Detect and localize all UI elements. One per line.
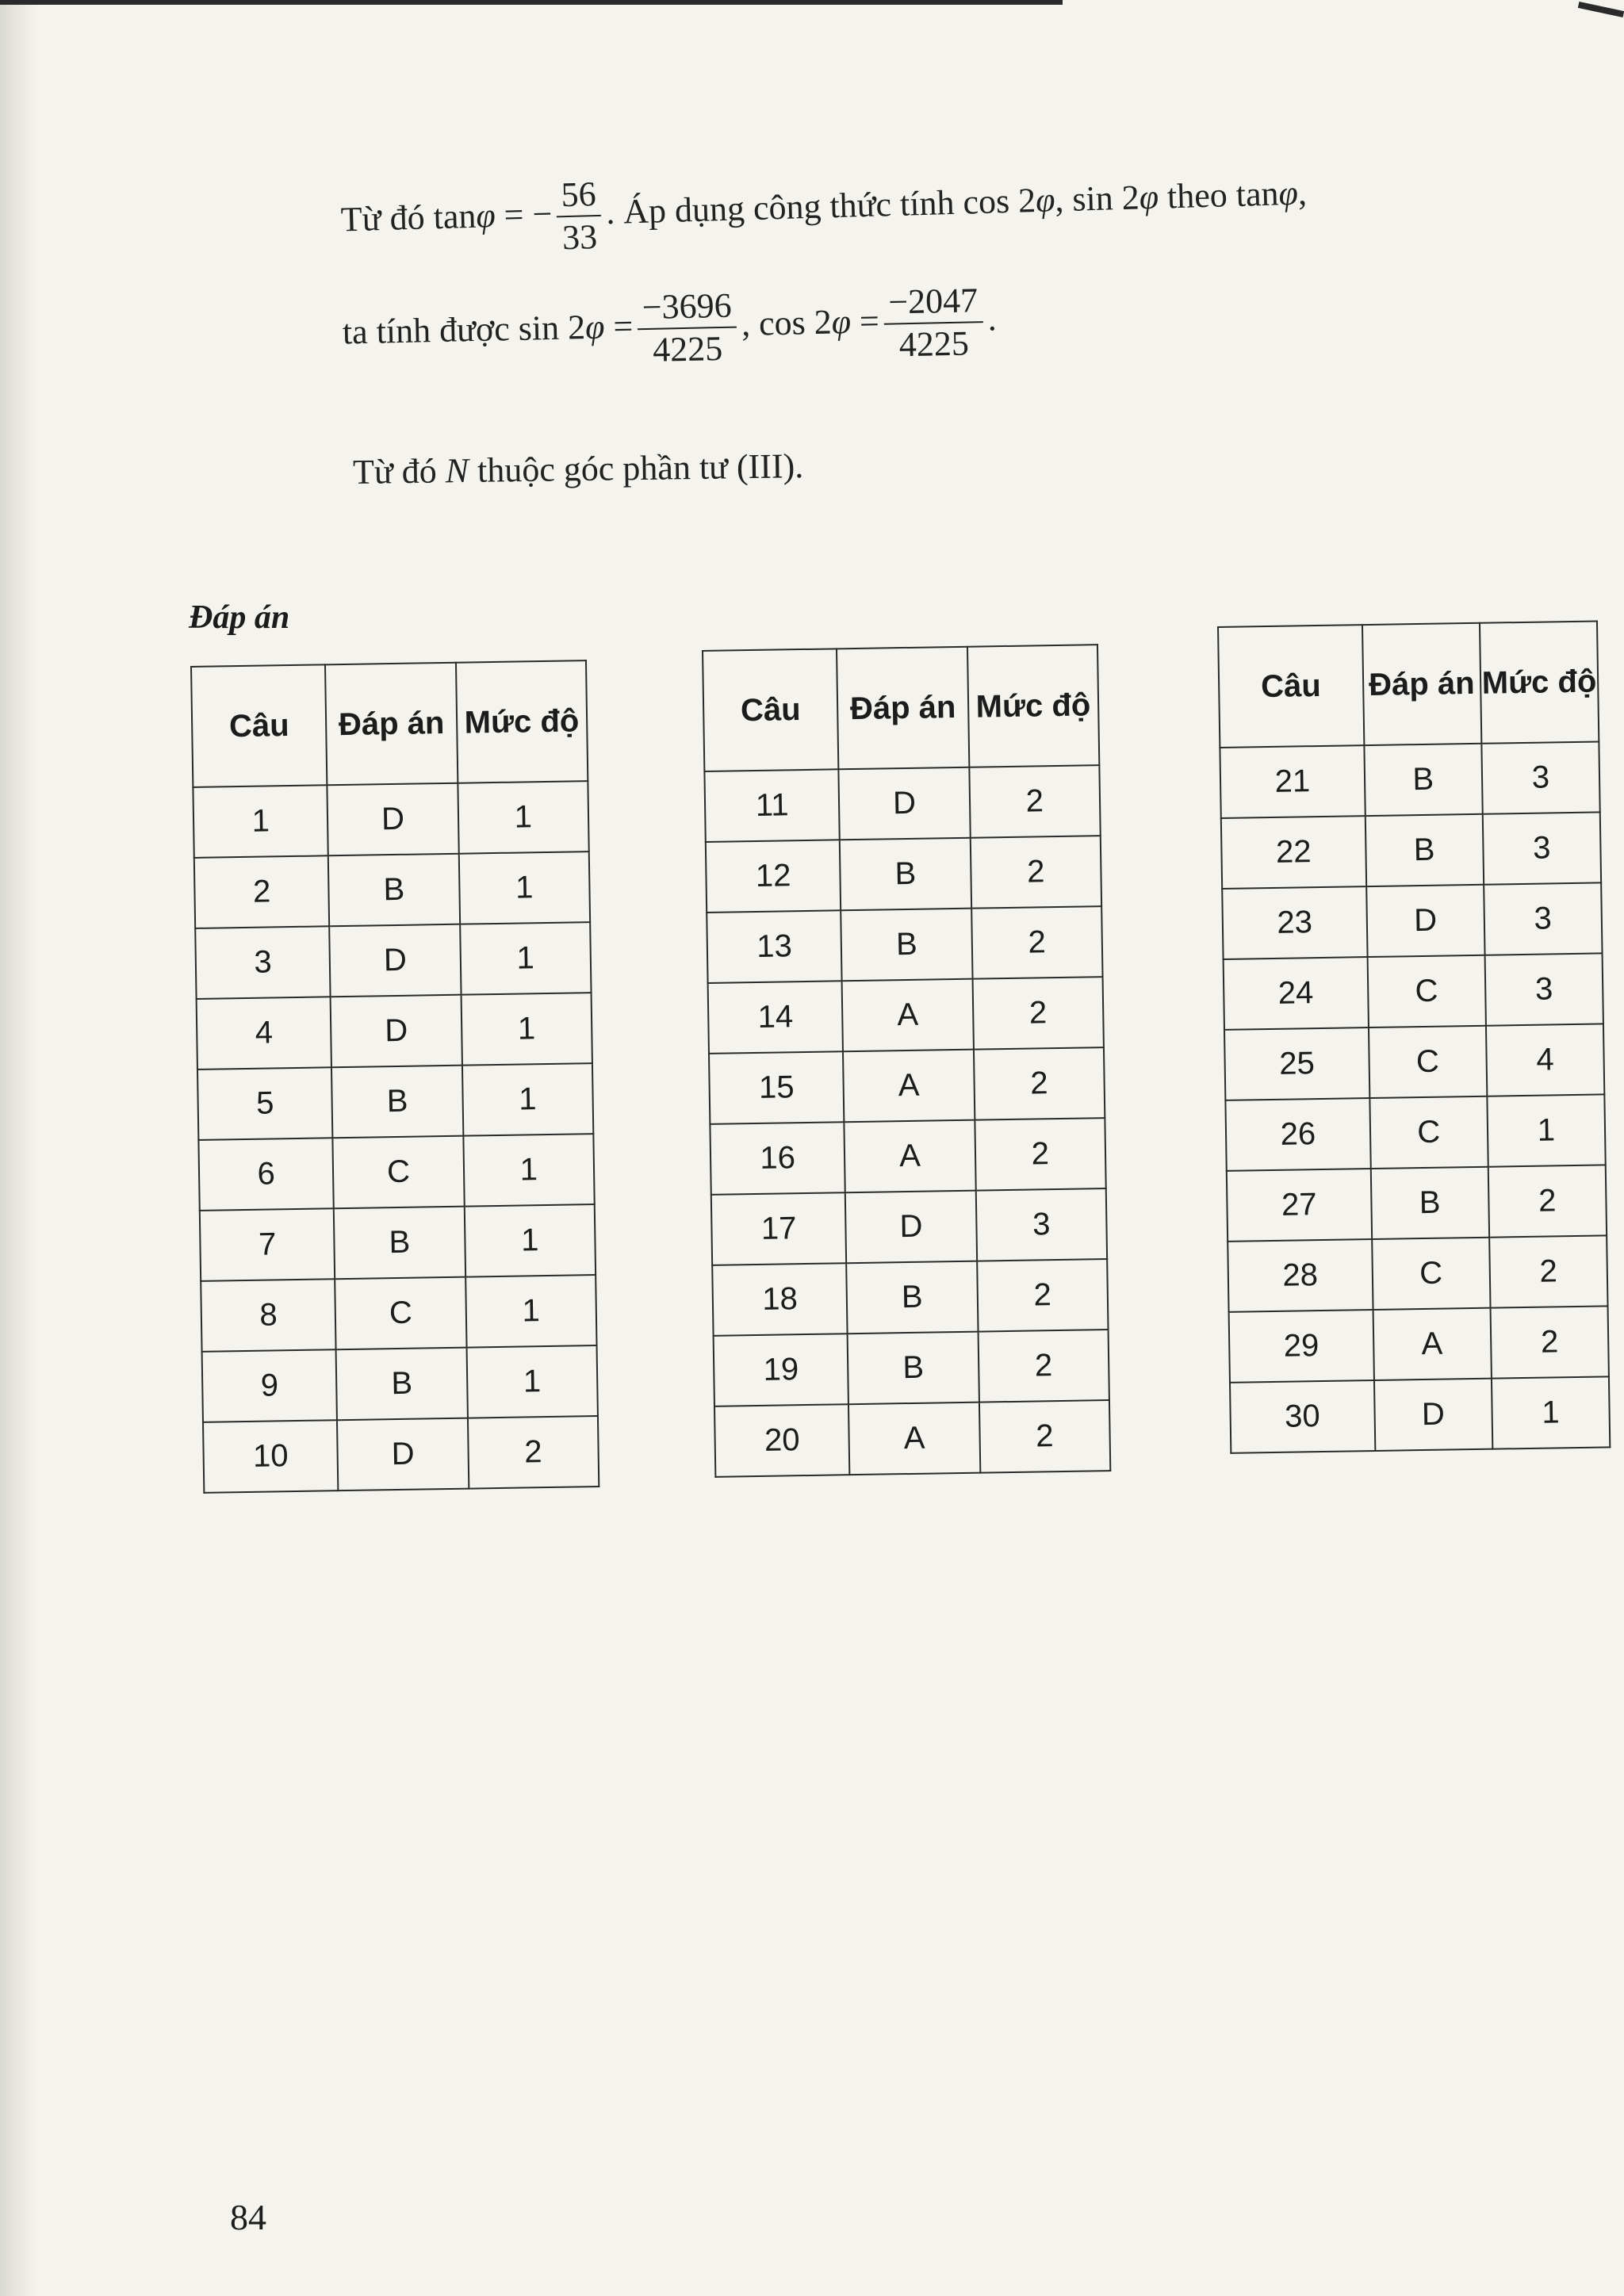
table-row bbox=[201, 1275, 596, 1352]
table-row bbox=[714, 1400, 1110, 1477]
cell-level: 1 bbox=[466, 1345, 598, 1418]
cell-question: 28 bbox=[1228, 1239, 1373, 1312]
cell-level: 3 bbox=[1483, 812, 1602, 884]
fraction-numerator: 56 bbox=[556, 175, 601, 218]
cell-answer: D bbox=[839, 767, 971, 840]
cell-level: 2 bbox=[979, 1400, 1111, 1473]
line3-prefix: Từ đó bbox=[352, 451, 438, 492]
header-question: Câu bbox=[191, 664, 327, 787]
cell-question: 4 bbox=[197, 997, 332, 1070]
table-header-row bbox=[191, 660, 588, 787]
header-answer: Đáp án bbox=[837, 647, 969, 770]
line1-tan: tan bbox=[432, 196, 477, 237]
table-row bbox=[1225, 1094, 1605, 1170]
table-row bbox=[197, 993, 592, 1070]
cell-level: 1 bbox=[462, 1063, 594, 1136]
header-answer: Đáp án bbox=[325, 663, 458, 786]
cell-level: 2 bbox=[978, 1330, 1109, 1402]
cell-question: 2 bbox=[194, 855, 330, 928]
fraction-sin bbox=[637, 287, 737, 370]
table-row bbox=[198, 1134, 594, 1211]
fraction-numerator: −2047 bbox=[883, 281, 983, 325]
table-row bbox=[197, 1063, 593, 1140]
fraction-denominator: 4225 bbox=[652, 329, 723, 370]
fraction-cos bbox=[883, 281, 984, 365]
cell-question: 24 bbox=[1224, 957, 1369, 1030]
line2-phi-2: φ bbox=[831, 302, 852, 342]
line1-cos: cos 2 bbox=[962, 181, 1036, 222]
cell-question: 23 bbox=[1222, 886, 1367, 959]
cell-question: 3 bbox=[195, 926, 331, 999]
solution-line-1 bbox=[340, 155, 1308, 264]
fraction-denominator: 4225 bbox=[898, 323, 970, 365]
cell-answer: B bbox=[334, 1207, 465, 1280]
cell-level: 2 bbox=[975, 1118, 1106, 1191]
cell-answer: B bbox=[841, 909, 972, 982]
cell-question: 13 bbox=[707, 910, 842, 983]
cell-answer: C bbox=[1367, 955, 1486, 1027]
table-row bbox=[195, 922, 591, 999]
cell-answer: D bbox=[1374, 1379, 1493, 1451]
fraction-numerator: −3696 bbox=[637, 287, 737, 331]
cell-question: 27 bbox=[1227, 1169, 1372, 1242]
cell-question: 12 bbox=[706, 840, 841, 913]
table-row bbox=[194, 851, 590, 928]
cell-level: 1 bbox=[458, 781, 589, 854]
cell-level: 1 bbox=[461, 993, 592, 1066]
header-question: Câu bbox=[703, 649, 839, 771]
answer-table-1 bbox=[190, 660, 599, 1494]
table-row bbox=[1227, 1165, 1607, 1241]
line1-phi: φ bbox=[475, 196, 496, 235]
answer-table-2 bbox=[702, 644, 1111, 1478]
cell-answer: B bbox=[840, 838, 971, 911]
cell-level: 2 bbox=[971, 906, 1103, 979]
cell-answer: B bbox=[336, 1348, 468, 1421]
cell-question: 18 bbox=[712, 1263, 848, 1336]
table-row bbox=[709, 1047, 1105, 1124]
line3-rest: thuộc góc phần tư (III). bbox=[477, 446, 804, 490]
table-row bbox=[707, 906, 1102, 983]
cell-answer: A bbox=[1373, 1308, 1492, 1380]
answers-title: Đáp án bbox=[189, 599, 290, 636]
table-row bbox=[203, 1416, 599, 1493]
table-row bbox=[193, 781, 588, 858]
cell-level: 2 bbox=[974, 1047, 1105, 1120]
cell-question: 14 bbox=[708, 981, 844, 1054]
table-row bbox=[714, 1330, 1109, 1406]
line1-theo: theo bbox=[1166, 175, 1228, 216]
cell-question: 9 bbox=[202, 1349, 338, 1422]
table-row bbox=[708, 977, 1104, 1054]
cell-answer: D bbox=[331, 995, 462, 1068]
cell-answer: D bbox=[1366, 885, 1485, 957]
line3-point: N bbox=[445, 450, 469, 491]
table-row bbox=[712, 1259, 1108, 1336]
cell-level: 1 bbox=[1492, 1376, 1611, 1448]
cell-answer: D bbox=[337, 1418, 469, 1491]
cell-answer: B bbox=[1365, 814, 1484, 886]
cell-level: 3 bbox=[1481, 741, 1600, 813]
table-row bbox=[1224, 953, 1603, 1029]
line1-phi-4: φ bbox=[1277, 173, 1299, 213]
line2-sin: sin 2 bbox=[518, 308, 586, 348]
cell-answer: A bbox=[845, 1120, 976, 1193]
cell-answer: B bbox=[331, 1066, 463, 1138]
cell-answer: D bbox=[329, 924, 461, 997]
table-row bbox=[1229, 1306, 1609, 1382]
cell-level: 1 bbox=[463, 1134, 595, 1207]
cell-answer: D bbox=[845, 1191, 977, 1264]
fraction-tan bbox=[556, 175, 603, 258]
cell-answer: A bbox=[848, 1402, 980, 1475]
solution-line-2 bbox=[342, 281, 998, 377]
cell-level: 2 bbox=[1490, 1306, 1609, 1378]
cell-question: 29 bbox=[1229, 1310, 1374, 1383]
table-row bbox=[1224, 1024, 1604, 1100]
cell-level: 1 bbox=[460, 922, 592, 995]
header-question: Câu bbox=[1218, 625, 1364, 748]
table-row bbox=[710, 1118, 1105, 1195]
cell-answer: C bbox=[335, 1277, 466, 1350]
table-row bbox=[711, 1188, 1107, 1265]
table-header-row bbox=[1218, 621, 1599, 747]
cell-question: 8 bbox=[201, 1279, 336, 1352]
cell-answer: B bbox=[848, 1332, 979, 1405]
cell-question: 22 bbox=[1221, 816, 1366, 889]
cell-question: 7 bbox=[200, 1208, 335, 1281]
table-row bbox=[704, 765, 1100, 842]
page-edge-shadow bbox=[0, 0, 40, 2296]
header-answer: Đáp án bbox=[1362, 623, 1482, 745]
cell-level: 2 bbox=[977, 1259, 1109, 1332]
line1-phi-2: φ bbox=[1035, 180, 1056, 220]
cell-question: 25 bbox=[1224, 1027, 1369, 1100]
cell-question: 19 bbox=[714, 1334, 849, 1406]
cell-level: 1 bbox=[458, 851, 590, 924]
cell-level: 2 bbox=[1489, 1235, 1608, 1307]
line2-end: . bbox=[987, 299, 998, 339]
cell-answer: C bbox=[1369, 1026, 1488, 1098]
cell-answer: C bbox=[1372, 1238, 1491, 1310]
line1-tan-2: tan bbox=[1235, 174, 1280, 214]
table-row bbox=[1220, 741, 1599, 817]
header-level: Mức độ bbox=[967, 645, 1100, 767]
page-number: 84 bbox=[230, 2197, 266, 2237]
answer-table-3 bbox=[1217, 620, 1611, 1453]
table-row bbox=[200, 1204, 596, 1281]
cell-level: 1 bbox=[1487, 1094, 1606, 1166]
cell-level: 1 bbox=[465, 1275, 597, 1348]
cell-level: 4 bbox=[1486, 1024, 1605, 1096]
table-row bbox=[1222, 882, 1602, 959]
line1-mid: . Áp dụng công thức tính bbox=[605, 182, 956, 232]
cell-question: 11 bbox=[704, 769, 840, 842]
cell-answer: B bbox=[846, 1261, 978, 1334]
cell-level: 2 bbox=[1488, 1165, 1607, 1237]
cell-level: 2 bbox=[969, 765, 1101, 838]
cell-answer: C bbox=[333, 1136, 465, 1209]
cell-answer: B bbox=[1364, 744, 1483, 816]
line1-sin: , sin 2 bbox=[1054, 178, 1140, 220]
cell-answer: A bbox=[843, 1050, 975, 1123]
top-rule bbox=[0, 0, 1063, 5]
line2-eq-2: = bbox=[859, 301, 880, 341]
cell-question: 30 bbox=[1230, 1380, 1375, 1453]
cell-question: 16 bbox=[710, 1122, 845, 1195]
cell-answer: D bbox=[327, 783, 459, 856]
cell-question: 26 bbox=[1225, 1098, 1370, 1171]
cell-question: 15 bbox=[709, 1051, 845, 1124]
cell-level: 3 bbox=[975, 1188, 1107, 1261]
header-level: Mức độ bbox=[1480, 621, 1599, 743]
cell-answer: A bbox=[842, 979, 974, 1052]
line1-eq: = − bbox=[503, 194, 553, 235]
table-header-row bbox=[703, 645, 1099, 771]
cell-level: 2 bbox=[468, 1416, 599, 1489]
line2-prefix: ta tính được bbox=[342, 309, 511, 352]
line2-eq: = bbox=[612, 306, 634, 346]
line1-prefix: Từ đó bbox=[340, 197, 426, 239]
line1-phi-3: φ bbox=[1139, 177, 1159, 217]
line1-end: , bbox=[1297, 173, 1308, 212]
header-level: Mức độ bbox=[456, 660, 588, 783]
cell-question: 20 bbox=[714, 1404, 850, 1477]
cell-question: 21 bbox=[1220, 745, 1365, 818]
fraction-denominator: 33 bbox=[561, 217, 598, 258]
cell-question: 17 bbox=[711, 1192, 847, 1265]
table-row bbox=[202, 1345, 598, 1422]
table-row bbox=[1230, 1376, 1610, 1452]
cell-question: 10 bbox=[203, 1420, 339, 1493]
cell-question: 1 bbox=[193, 785, 328, 858]
line2-cos: , cos 2 bbox=[741, 302, 833, 343]
table-row bbox=[1228, 1235, 1607, 1311]
cell-level: 3 bbox=[1484, 882, 1603, 955]
cell-question: 5 bbox=[197, 1067, 333, 1140]
top-rule-corner bbox=[1578, 2, 1624, 17]
cell-level: 2 bbox=[970, 836, 1101, 909]
cell-question: 6 bbox=[198, 1138, 334, 1211]
cell-answer: B bbox=[328, 854, 460, 927]
line2-phi: φ bbox=[584, 307, 605, 347]
table-row bbox=[706, 836, 1101, 913]
cell-answer: B bbox=[1370, 1167, 1489, 1239]
cell-level: 1 bbox=[464, 1204, 596, 1277]
table-row bbox=[1221, 812, 1601, 888]
cell-level: 2 bbox=[972, 977, 1104, 1050]
cell-answer: C bbox=[1369, 1096, 1488, 1169]
solution-line-3 bbox=[353, 446, 804, 492]
cell-level: 3 bbox=[1484, 953, 1603, 1025]
